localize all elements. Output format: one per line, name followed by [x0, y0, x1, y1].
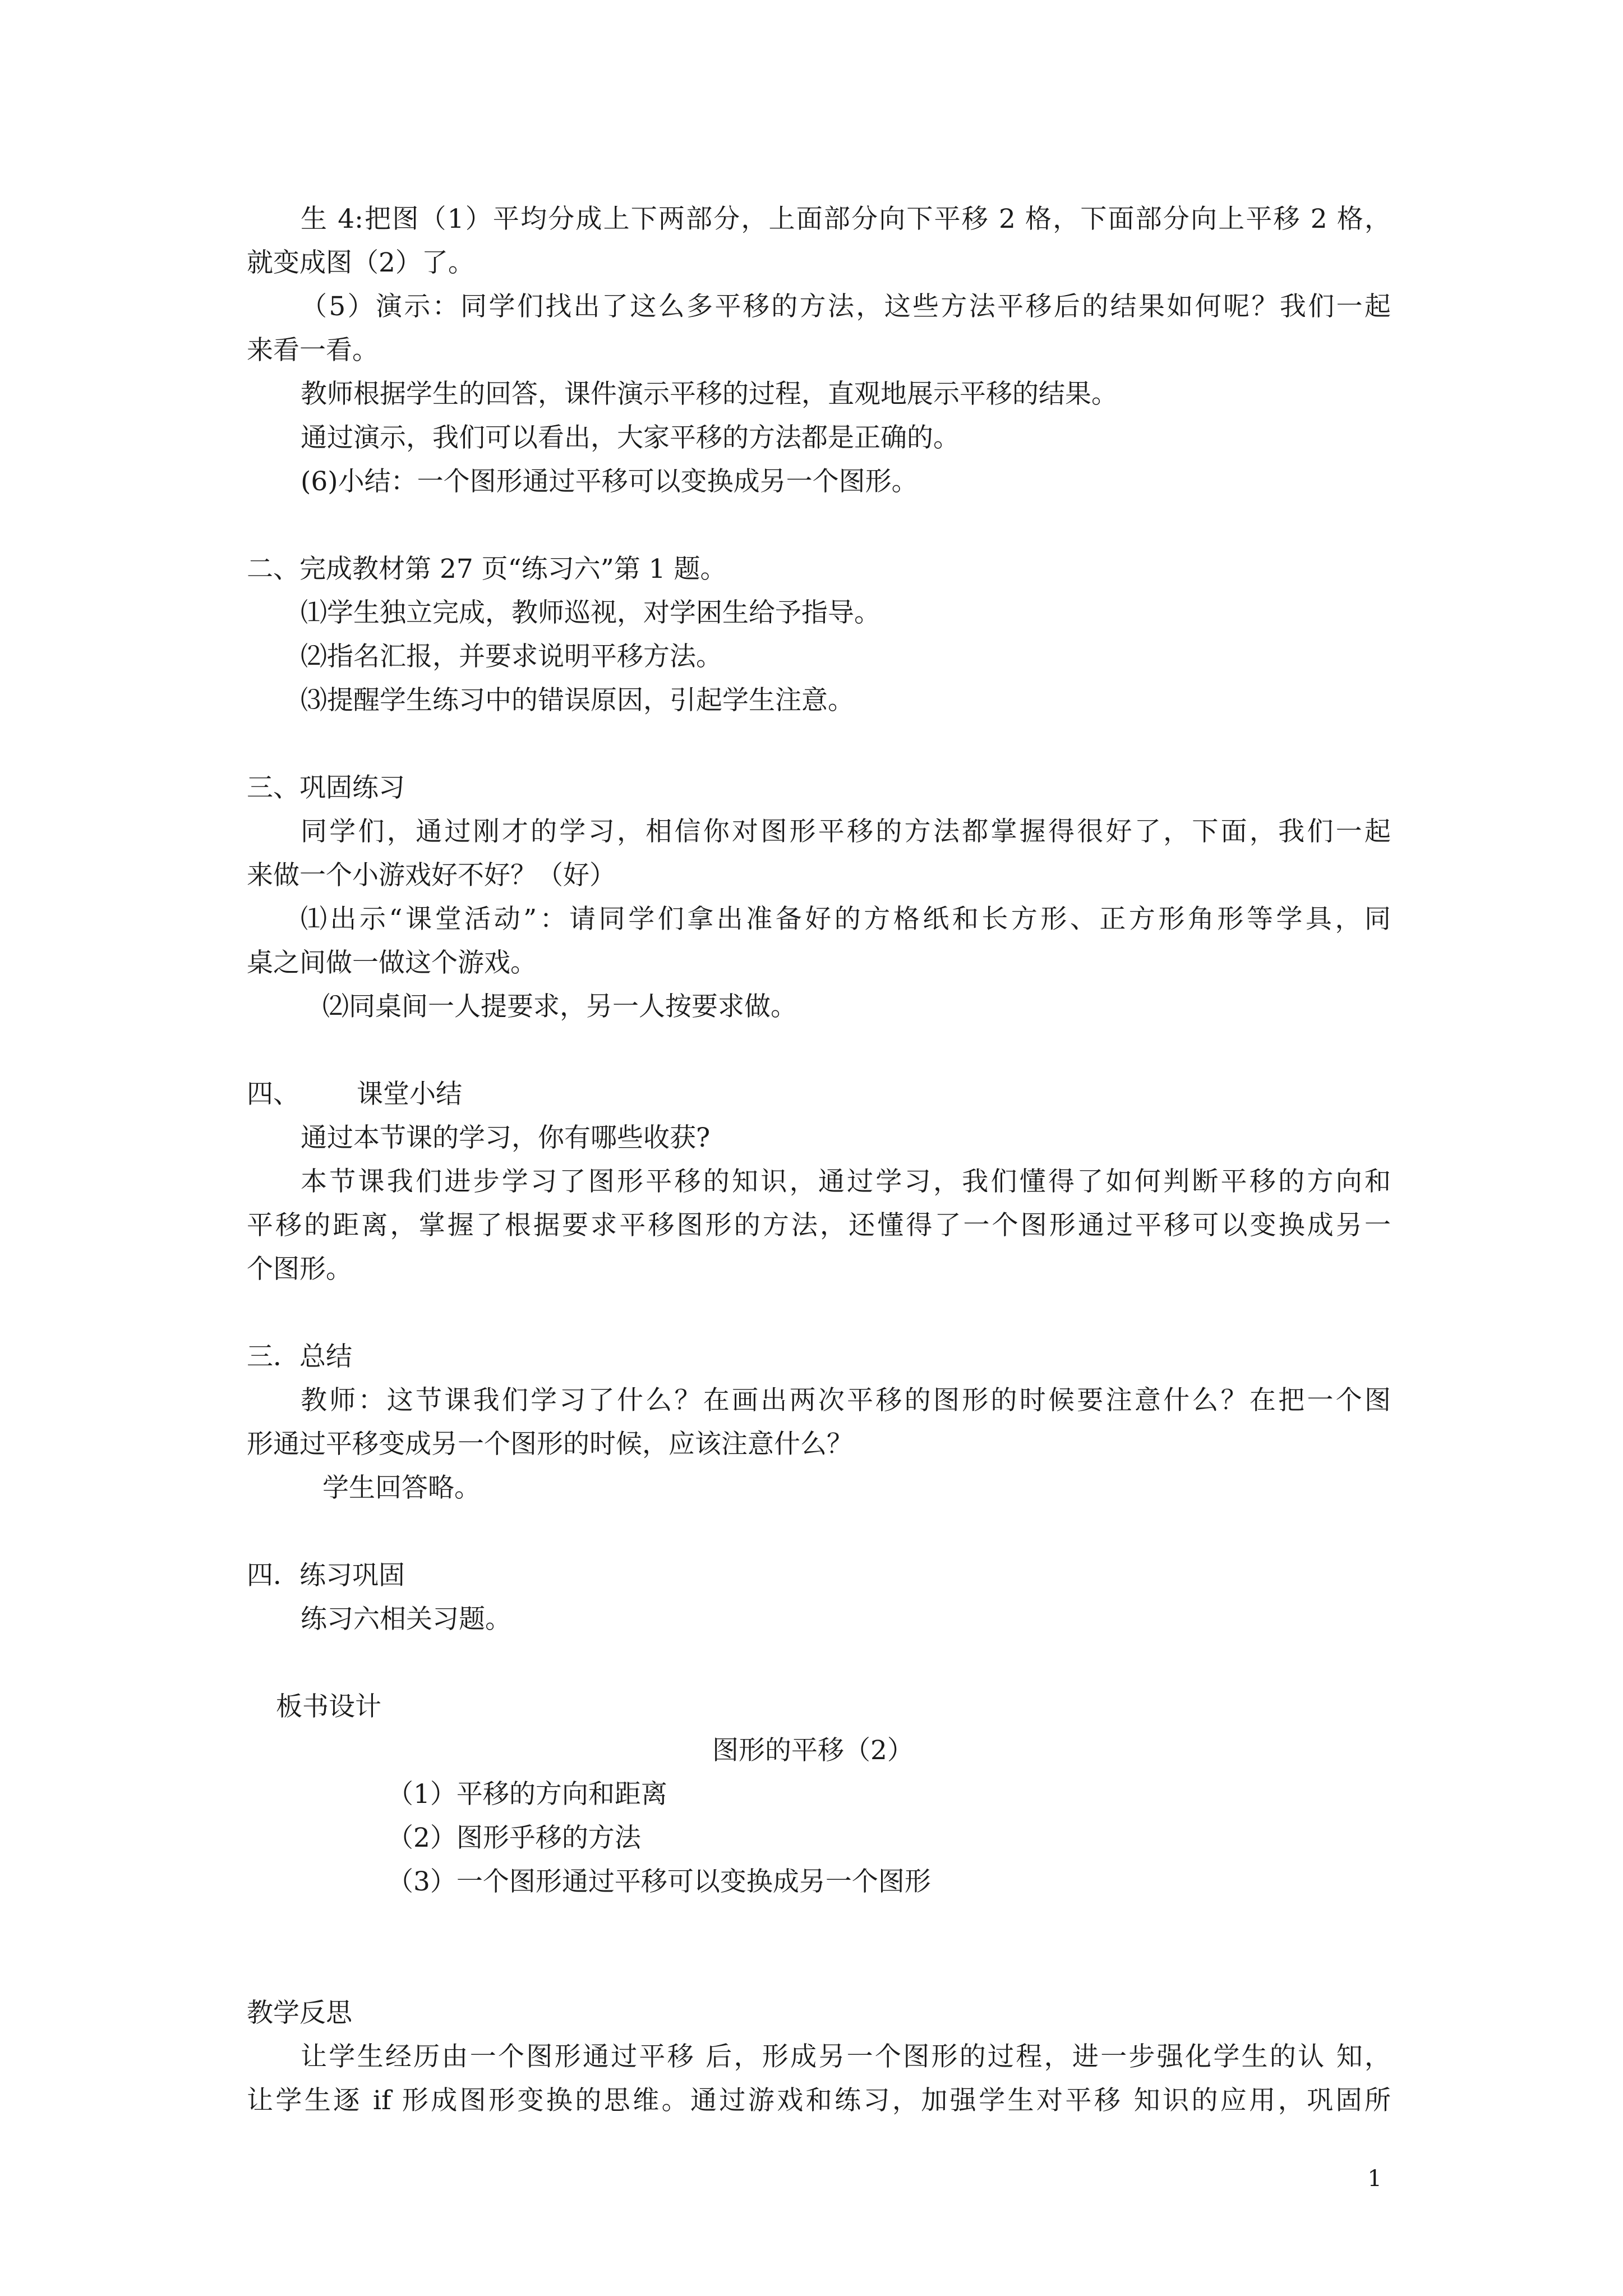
section2-item-3: ⑶提醒学生练习中的错误原因，引起学生注意。 [301, 685, 854, 716]
board-item-2: （2）图形乎移的方法 [387, 1823, 641, 1853]
practice-content: 练习六相关习题。 [301, 1604, 511, 1635]
section2-item-1: ⑴学生独立完成，教师巡视，对学困生给予指导。 [301, 597, 880, 628]
section3-heading: 三、巩固练习 [247, 772, 405, 803]
board-item-3: （3）一个图形通过平移可以变换成另一个图形 [387, 1866, 931, 1897]
reflection-heading: 教学反思 [247, 1998, 352, 2028]
section4-answer-line3: 个图形。 [247, 1254, 352, 1285]
summary-teacher-line2: 形通过平移变成另一个图形的时候，应该注意什么？ [247, 1429, 853, 1460]
section3-intro-line2: 来做一个小游戏好不好？（好） [247, 860, 616, 891]
section3-intro-line1: 同学们，通过刚才的学习，相信你对图形平移的方法都掌握得很好了，下面，我们一起 [301, 816, 1391, 847]
student4-line1: 生 4:把图（1）平均分成上下两部分，上面部分向下平移 2 格，下面部分向上平移 2 格， [301, 204, 1391, 234]
section3-item-2: ⑵同桌间一人提要求，另一人按要求做。 [322, 991, 797, 1022]
summary-student-answer: 学生回答略。 [322, 1473, 481, 1503]
section2-item-2: ⑵指名汇报，并要求说明平移方法。 [301, 641, 722, 672]
demo-conclusion-text: 通过演示，我们可以看出，大家平移的方法都是正确的。 [301, 422, 960, 453]
demo-line1: （5）演示：同学们找出了这么多平移的方法，这些方法平移后的结果如何呢？我们一起 [301, 291, 1391, 322]
demo-line2: 来看一看。 [247, 335, 379, 366]
section4-heading-text: 课堂小结 [357, 1079, 462, 1110]
board-title: 图形的平移（2） [712, 1735, 914, 1766]
summary-heading: 三．总结 [247, 1341, 352, 1372]
reflection-line2: 让学生逐 if 形成图形变换的思维。通过游戏和练习，加强学生对平移 知识的应用，巩固所 [247, 2085, 1391, 2116]
section4-question: 通过本节课的学习，你有哪些收获? [301, 1122, 711, 1153]
section2-heading: 二、完成教材第 27 页“练习六”第 1 题。 [247, 554, 727, 585]
section3-item1-line1: ⑴出示“课堂活动”：请同学们拿出准备好的方格纸和长方形、正方形角形等学具，同 [301, 904, 1391, 935]
teacher-demo-text: 教师根据学生的回答，课件演示平移的过程，直观地展示平移的结果。 [301, 379, 1118, 409]
reflection-line1: 让学生经历由一个图形通过平移 后，形成另一个图形的过程，进一步强化学生的认 知， [301, 2041, 1391, 2072]
section4-answer-line1: 本节课我们进步学习了图形平移的知识，通过学习，我们懂得了如何判断平移的方向和 [301, 1166, 1391, 1197]
board-item-1: （1）平移的方向和距离 [387, 1779, 667, 1810]
practice-heading: 四．练习巩固 [247, 1560, 405, 1591]
summary-6-text: (6)小结：一个图形通过平移可以变换成另一个图形。 [301, 466, 918, 497]
section4-answer-line2: 平移的距离，掌握了根据要求平移图形的方法，还懂得了一个图形通过平移可以变换成另一 [247, 1210, 1391, 1241]
board-design-label: 板书设计 [276, 1691, 381, 1722]
section4-heading-number: 四、 [247, 1079, 299, 1110]
page-number: 1 [1367, 2166, 1382, 2192]
student4-line2: 就变成图（2）了。 [247, 247, 474, 278]
summary-teacher-line1: 教师：这节课我们学习了什么？在画出两次平移的图形的时候要注意什么？在把一个图 [301, 1385, 1391, 1416]
section3-item1-line2: 桌之间做一做这个游戏。 [247, 947, 537, 978]
